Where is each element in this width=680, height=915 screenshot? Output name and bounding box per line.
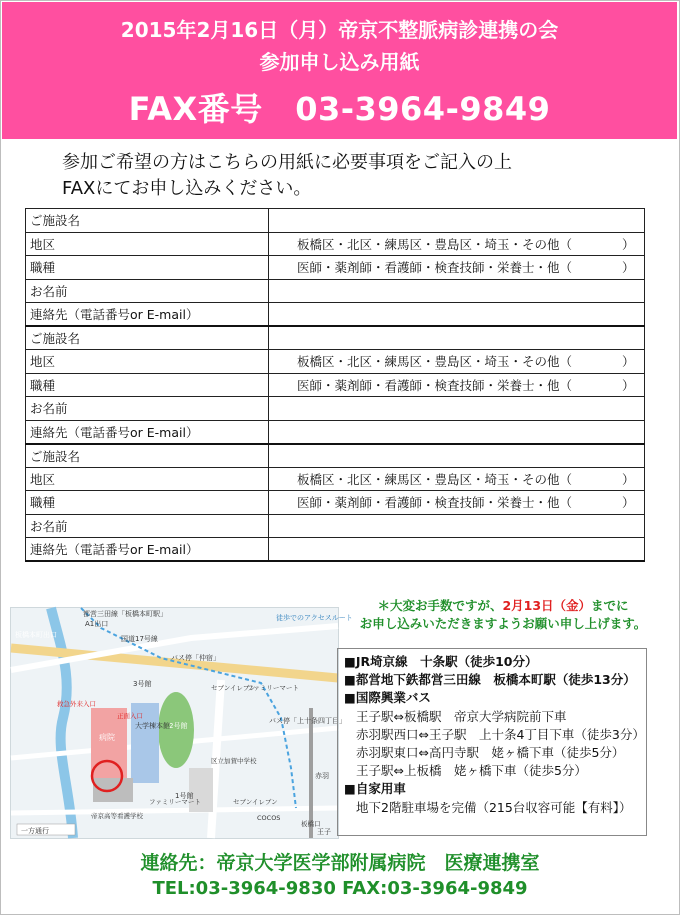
form-row-facility: [26, 209, 645, 233]
form-row-area: [26, 467, 645, 491]
registration-form: [25, 208, 645, 562]
contact-field[interactable]: [269, 303, 645, 327]
map-label-bus-nakajuku: バス停「仲宿」: [171, 654, 220, 662]
deadline-notice: [338, 597, 668, 633]
name-field[interactable]: [269, 279, 645, 303]
map-label-emergency: 救急外来入口: [57, 700, 96, 708]
form-row-contact: [26, 303, 645, 327]
header-banner: [2, 2, 677, 139]
access-bus-route: 赤羽駅西口⇔王子駅 上十条4丁目下車（徒歩3分）: [356, 726, 645, 742]
access-bus-route: 王子駅⇔上板橋 姥ヶ橋下車（徒歩5分）: [356, 763, 587, 779]
contact-field[interactable]: [269, 538, 645, 562]
form-row-job: [26, 491, 645, 515]
map-label-exit: 板橋本町出口: [15, 631, 57, 639]
access-map: [10, 607, 353, 839]
name-field[interactable]: [269, 514, 645, 538]
job-label: 職種: [26, 373, 269, 397]
form-row-job: [26, 256, 645, 280]
map-label-family1: ファミリーマート: [247, 684, 299, 692]
form-title: 参加申し込み用紙: [259, 50, 420, 74]
name-field[interactable]: [269, 397, 645, 421]
footer-tel-fax: TEL:03-3964-9830 FAX:03-3964-9849: [152, 878, 528, 899]
map-label-bldg3: 3号館: [133, 680, 152, 688]
name-label: お名前: [26, 397, 269, 421]
map-label-station: 都営三田線「板橋本町駅」: [83, 610, 167, 618]
map-label-route: 徒歩でのアクセスルート: [276, 614, 353, 622]
map-label-seven1: セブンイレブン: [211, 684, 256, 692]
form-row-contact: [26, 420, 645, 444]
form-row-name: [26, 279, 645, 303]
map-label-bus-kami: バス停「上十条四丁目」: [269, 717, 346, 725]
area-label: 地区: [26, 232, 269, 256]
access-bus-route: 王子駅⇔板橋駅 帝京大学病院前下車: [356, 708, 567, 724]
form-row-facility: [26, 326, 645, 350]
map-label-oneway: 一方通行: [21, 827, 49, 835]
map-label-seven2: セブンイレブン: [233, 798, 278, 806]
access-car-heading: ■ 自家用車: [344, 780, 646, 798]
area-options[interactable]: 板橋区・北区・練馬区・豊島区・埼玉・その他（ ）: [269, 350, 645, 374]
event-title: 2015年2月16日（月）帝京不整脈病診連携の会: [120, 18, 559, 42]
job-label: 職種: [26, 491, 269, 515]
form-row-job: [26, 373, 645, 397]
map-label-bldg1: 1号館: [175, 792, 194, 800]
area-options[interactable]: 板橋区・北区・練馬区・豊島区・埼玉・その他（ ）: [269, 467, 645, 491]
facility-field[interactable]: [269, 209, 645, 233]
contact-label: 連絡先（電話番号or E-mail）: [26, 538, 269, 562]
facility-label: ご施設名: [26, 444, 269, 468]
form-row-contact: [26, 538, 645, 562]
contact-label: 連絡先（電話番号or E-mail）: [26, 420, 269, 444]
name-label: お名前: [26, 514, 269, 538]
map-label-a1: A1出口: [85, 620, 109, 628]
footer-contact: 連絡先：帝京大学医学部附属病院 医療連携室: [140, 852, 540, 874]
intro-line-1: 参加ご希望の方はこちらの用紙に必要事項をご記入の上: [62, 152, 512, 173]
access-parking: 地下2階駐車場を完備（215台収容可能【有料】）: [356, 799, 632, 815]
map-label-itabashi: 板橋口: [301, 820, 321, 828]
map-label-family2: ファミリーマート: [149, 798, 201, 806]
intro-line-2: FAXにてお申し込みください。: [62, 178, 312, 199]
map-label-school: 区立加賀中学校: [211, 757, 257, 765]
name-label: お名前: [26, 279, 269, 303]
intro-text: [62, 150, 512, 202]
area-label: 地区: [26, 467, 269, 491]
access-bus-heading: ■ 国際興業バス: [344, 689, 646, 707]
notice-suffix: までに: [591, 598, 629, 613]
notice-deadline: 2月13日（金）: [502, 598, 592, 613]
map-label-cocos: COCOS: [257, 814, 281, 822]
map-label-bldg2: 2号館: [169, 722, 188, 730]
map-label-route17: 国道17号線: [121, 635, 158, 643]
fax-number: FAX番号 03-3964-9849: [128, 90, 551, 128]
form-row-name: [26, 514, 645, 538]
access-bus-route: 赤羽駅東口⇔高円寺駅 姥ヶ橋下車（徒歩5分）: [356, 745, 625, 761]
map-label-oji: 王子: [317, 828, 331, 836]
notice-prefix: ＊大変お手数ですが、: [377, 598, 503, 613]
access-jr: ■ JR埼京線 十条駅（徒歩10分）: [344, 653, 646, 671]
form-row-area: [26, 232, 645, 256]
contact-field[interactable]: [269, 420, 645, 444]
facility-field[interactable]: [269, 326, 645, 350]
area-options[interactable]: 板橋区・北区・練馬区・豊島区・埼玉・その他（ ）: [269, 232, 645, 256]
area-label: 地区: [26, 350, 269, 374]
map-label-entrance: 正面入口: [117, 712, 143, 720]
access-info-box: [337, 648, 647, 836]
job-options[interactable]: 医師・薬剤師・看護師・検査技師・栄養士・他（ ）: [269, 256, 645, 280]
facility-label: ご施設名: [26, 326, 269, 350]
form-row-facility: [26, 444, 645, 468]
notice-line-1: [338, 597, 668, 615]
contact-label: 連絡先（電話番号or E-mail）: [26, 303, 269, 327]
map-label-univ: 大学棟本館: [135, 722, 170, 730]
job-label: 職種: [26, 256, 269, 280]
facility-label: ご施設名: [26, 209, 269, 233]
facility-field[interactable]: [269, 444, 645, 468]
map-label-hospital: 病院: [99, 733, 115, 742]
map-label-akabane: 赤羽: [315, 772, 329, 780]
form-row-name: [26, 397, 645, 421]
job-options[interactable]: 医師・薬剤師・看護師・検査技師・栄養士・他（ ）: [269, 491, 645, 515]
job-options[interactable]: 医師・薬剤師・看護師・検査技師・栄養士・他（ ）: [269, 373, 645, 397]
form-row-area: [26, 350, 645, 374]
access-subway: ■ 都営地下鉄都営三田線 板橋本町駅（徒歩13分）: [344, 671, 646, 689]
notice-line-2: お申し込みいただきますようお願い申し上げます。: [359, 616, 647, 631]
map-label-nursing: 帝京高等看護学校: [91, 812, 143, 820]
